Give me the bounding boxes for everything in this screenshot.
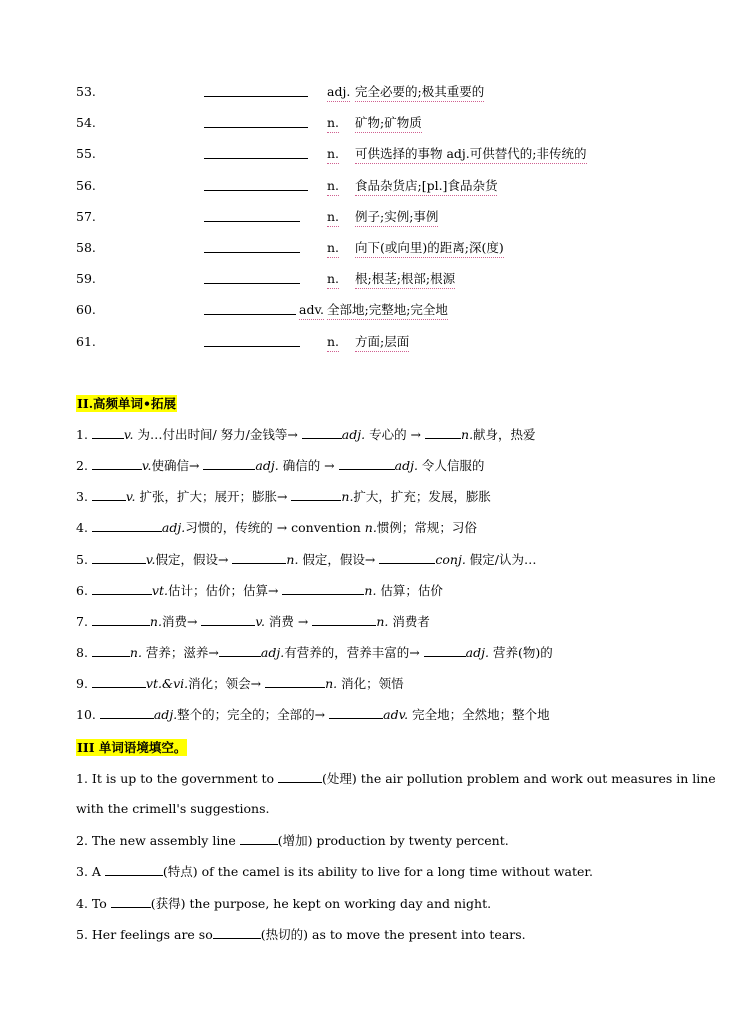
definition-text: 专心的 → bbox=[365, 427, 426, 442]
item-number: 3. bbox=[76, 489, 92, 504]
vocab-row bbox=[0, 240, 737, 258]
vocab-row bbox=[0, 209, 737, 227]
part-of-speech: n. bbox=[461, 427, 474, 442]
definition-text: 令人信服的 bbox=[417, 458, 485, 473]
part-of-speech: n. bbox=[327, 271, 339, 289]
sentence-text: of the camel is its ability to live for a long time without water. bbox=[197, 864, 593, 879]
answer-blank[interactable] bbox=[204, 302, 296, 315]
definition-text: 扩大，扩充；发展，膨胀 bbox=[353, 489, 491, 504]
expansion-item bbox=[76, 426, 536, 443]
cloze-sentence bbox=[76, 832, 509, 849]
sentence-text: 2. The new assembly line bbox=[76, 833, 240, 848]
item-number: 53. bbox=[76, 84, 96, 99]
item-number: 56. bbox=[76, 178, 96, 193]
answer-blank[interactable] bbox=[204, 334, 300, 347]
item-number: 54. bbox=[76, 115, 96, 130]
vocab-row bbox=[0, 302, 737, 320]
part-of-speech: n. bbox=[364, 583, 377, 598]
answer-blank[interactable] bbox=[204, 271, 300, 284]
cloze-sentence bbox=[76, 801, 270, 817]
part-of-speech: vt. bbox=[151, 583, 168, 598]
definition: 方面;层面 bbox=[355, 334, 409, 352]
answer-blank[interactable] bbox=[92, 519, 162, 532]
answer-blank[interactable] bbox=[92, 488, 126, 501]
item-number: 2. bbox=[76, 458, 92, 473]
definition-text: 假定，假设→ bbox=[298, 552, 380, 567]
item-number: 10. bbox=[76, 707, 100, 722]
definition: 全部地;完整地;完全地 bbox=[327, 302, 448, 320]
definition-text: 习惯的，传统的 → convention bbox=[185, 520, 365, 535]
definition: 完全必要的;极其重要的 bbox=[355, 84, 484, 102]
definition-text: 完全地；全然地；整个地 bbox=[408, 707, 550, 722]
answer-blank[interactable] bbox=[424, 644, 466, 657]
hint-word: (特点) bbox=[162, 864, 198, 879]
sentence-text: the purpose, he kept on working day and night. bbox=[185, 896, 492, 911]
vocab-row bbox=[0, 178, 737, 196]
vocab-row bbox=[0, 271, 737, 289]
definition-text: 献身，热爱 bbox=[473, 427, 536, 442]
item-number: 58. bbox=[76, 240, 96, 255]
answer-blank[interactable] bbox=[92, 613, 150, 626]
answer-blank[interactable] bbox=[232, 551, 286, 564]
part-of-speech: n. bbox=[327, 115, 339, 133]
answer-blank[interactable] bbox=[204, 209, 300, 222]
expansion-item bbox=[76, 457, 484, 474]
answer-blank[interactable] bbox=[339, 457, 395, 470]
expansion-item bbox=[76, 613, 430, 630]
part-of-speech: adj. bbox=[341, 427, 366, 442]
item-number: 59. bbox=[76, 271, 96, 286]
answer-blank[interactable] bbox=[204, 115, 308, 128]
part-of-speech: adj. bbox=[153, 707, 178, 722]
definition-text: 扩张，扩大；展开；膨胀→ bbox=[135, 489, 292, 504]
part-of-speech: v. bbox=[145, 552, 156, 567]
part-of-speech: n. bbox=[149, 614, 162, 629]
expansion-item bbox=[76, 706, 550, 723]
definition: 矿物;矿物质 bbox=[355, 115, 422, 133]
item-number: 1. bbox=[76, 427, 92, 442]
definition-text: 消费者 bbox=[388, 614, 430, 629]
part-of-speech: n. bbox=[286, 552, 299, 567]
sentence-text: 1. It is up to the government to bbox=[76, 771, 279, 786]
answer-blank[interactable] bbox=[379, 551, 435, 564]
part-of-speech: v. bbox=[141, 458, 152, 473]
part-of-speech: adj. bbox=[255, 458, 279, 473]
sentence-text: 4. To bbox=[76, 896, 111, 911]
definition-text: 消化；领会→ bbox=[188, 676, 266, 691]
part-of-speech: adj. bbox=[327, 84, 350, 102]
answer-blank[interactable] bbox=[240, 832, 278, 845]
part-of-speech: adj. bbox=[260, 645, 285, 660]
definition-text: 使确信→ bbox=[151, 458, 204, 473]
definition-text: 营养；滋养→ bbox=[141, 645, 219, 660]
definition-text: 消费 → bbox=[264, 614, 313, 629]
answer-blank[interactable] bbox=[425, 426, 461, 439]
answer-blank[interactable] bbox=[92, 675, 146, 688]
definition-text: 消费→ bbox=[161, 614, 202, 629]
cloze-sentence bbox=[76, 895, 491, 912]
vocab-row bbox=[0, 84, 737, 102]
answer-blank[interactable] bbox=[219, 644, 261, 657]
part-of-speech: n. bbox=[129, 645, 142, 660]
part-of-speech: n. bbox=[327, 146, 339, 164]
answer-blank[interactable] bbox=[278, 770, 322, 783]
answer-blank[interactable] bbox=[111, 895, 151, 908]
part-of-speech: n. bbox=[341, 489, 354, 504]
vocab-row bbox=[0, 115, 737, 133]
item-number: 5. bbox=[76, 552, 92, 567]
answer-blank[interactable] bbox=[92, 457, 142, 470]
item-number: 9. bbox=[76, 676, 92, 691]
definition: 食品杂货店;[pl.]食品杂货 bbox=[355, 178, 497, 196]
definition-text: 估算；估价 bbox=[376, 583, 443, 598]
part-of-speech: adv. bbox=[383, 707, 409, 722]
answer-blank[interactable] bbox=[201, 613, 255, 626]
definition: 可供选择的事物 adj.可供替代的;非传统的 bbox=[355, 146, 587, 164]
vocab-row bbox=[0, 334, 737, 352]
part-of-speech: n. bbox=[376, 614, 389, 629]
part-of-speech: v. bbox=[125, 489, 136, 504]
definition: 根;根茎;根部;根源 bbox=[355, 271, 455, 289]
answer-blank[interactable] bbox=[92, 644, 130, 657]
answer-blank[interactable] bbox=[92, 551, 146, 564]
answer-blank[interactable] bbox=[203, 457, 255, 470]
expansion-item bbox=[76, 644, 553, 661]
part-of-speech: adj. bbox=[465, 645, 489, 660]
answer-blank[interactable] bbox=[302, 426, 342, 439]
part-of-speech: conj. bbox=[435, 552, 466, 567]
answer-blank[interactable] bbox=[92, 582, 152, 595]
answer-blank[interactable] bbox=[213, 926, 261, 939]
part-of-speech: vt.&vi. bbox=[145, 676, 189, 691]
answer-blank[interactable] bbox=[204, 240, 300, 253]
answer-blank[interactable] bbox=[265, 675, 325, 688]
part-of-speech: v. bbox=[123, 427, 134, 442]
definition-text: 确信的 → bbox=[278, 458, 339, 473]
hint-word: (处理) bbox=[322, 771, 357, 786]
section-2-title: II.高频单词•拓展 bbox=[77, 396, 177, 411]
part-of-speech: n. bbox=[327, 178, 339, 196]
item-number: 7. bbox=[76, 614, 92, 629]
sentence-text: production by twenty percent. bbox=[312, 833, 509, 848]
answer-blank[interactable] bbox=[204, 178, 308, 191]
item-number: 61. bbox=[76, 334, 96, 349]
sentence-text: with the crimell's suggestions. bbox=[76, 801, 270, 816]
hint-word: (热切的) bbox=[260, 927, 309, 942]
part-of-speech: n. bbox=[327, 240, 339, 258]
cloze-sentence bbox=[76, 770, 716, 787]
part-of-speech: n. bbox=[327, 209, 339, 227]
answer-blank[interactable] bbox=[291, 488, 341, 501]
item-number: 4. bbox=[76, 520, 92, 535]
vocab-row bbox=[0, 146, 737, 164]
item-number: 6. bbox=[76, 583, 92, 598]
part-of-speech: n. bbox=[325, 676, 338, 691]
definition-text: 为…付出时间/ 努力/金钱等→ bbox=[133, 427, 302, 442]
expansion-item bbox=[76, 582, 443, 599]
expansion-item bbox=[76, 675, 404, 692]
definition-text: 估计；估价；估算→ bbox=[167, 583, 283, 598]
sentence-text: 5. Her feelings are so bbox=[76, 927, 213, 942]
expansion-item bbox=[76, 488, 491, 505]
part-of-speech: v. bbox=[255, 614, 265, 629]
sentence-text: the air pollution problem and work out measures in line bbox=[356, 771, 716, 786]
part-of-speech: n. bbox=[364, 520, 377, 535]
hint-word: (获得) bbox=[150, 896, 186, 911]
answer-blank[interactable] bbox=[204, 84, 308, 97]
sentence-text: 3. A bbox=[76, 864, 105, 879]
cloze-sentence bbox=[76, 926, 526, 943]
answer-blank[interactable] bbox=[92, 426, 124, 439]
definition-text: 假定/认为… bbox=[465, 552, 537, 567]
part-of-speech: adj. bbox=[161, 520, 186, 535]
cloze-sentence bbox=[76, 863, 593, 880]
definition: 向下(或向里)的距离;深(度) bbox=[355, 240, 504, 258]
answer-blank[interactable] bbox=[329, 706, 383, 719]
hint-word: (增加) bbox=[277, 833, 313, 848]
item-number: 60. bbox=[76, 302, 96, 317]
part-of-speech: adj. bbox=[394, 458, 418, 473]
sentence-text: as to move the present into tears. bbox=[308, 927, 526, 942]
section-3-title: III 单词语境填空。 bbox=[77, 740, 187, 755]
part-of-speech: adv. bbox=[299, 302, 324, 320]
definition-text: 有营养的，营养丰富的→ bbox=[284, 645, 424, 660]
item-number: 57. bbox=[76, 209, 96, 224]
answer-blank[interactable] bbox=[100, 706, 154, 719]
part-of-speech: n. bbox=[327, 334, 339, 352]
expansion-item bbox=[76, 519, 477, 536]
definition: 例子;实例;事例 bbox=[355, 209, 438, 227]
item-number: 8. bbox=[76, 645, 92, 660]
definition-text: 整个的；完全的；全部的→ bbox=[177, 707, 330, 722]
definition-text: 消化；领悟 bbox=[337, 676, 404, 691]
answer-blank[interactable] bbox=[282, 582, 364, 595]
expansion-item bbox=[76, 551, 537, 568]
definition-text: 惯例；常规；习俗 bbox=[376, 520, 477, 535]
definition-text: 假定，假设→ bbox=[155, 552, 233, 567]
answer-blank[interactable] bbox=[105, 863, 163, 876]
item-number: 55. bbox=[76, 146, 96, 161]
answer-blank[interactable] bbox=[204, 146, 308, 159]
definition-text: 营养(物)的 bbox=[488, 645, 553, 660]
answer-blank[interactable] bbox=[312, 613, 376, 626]
